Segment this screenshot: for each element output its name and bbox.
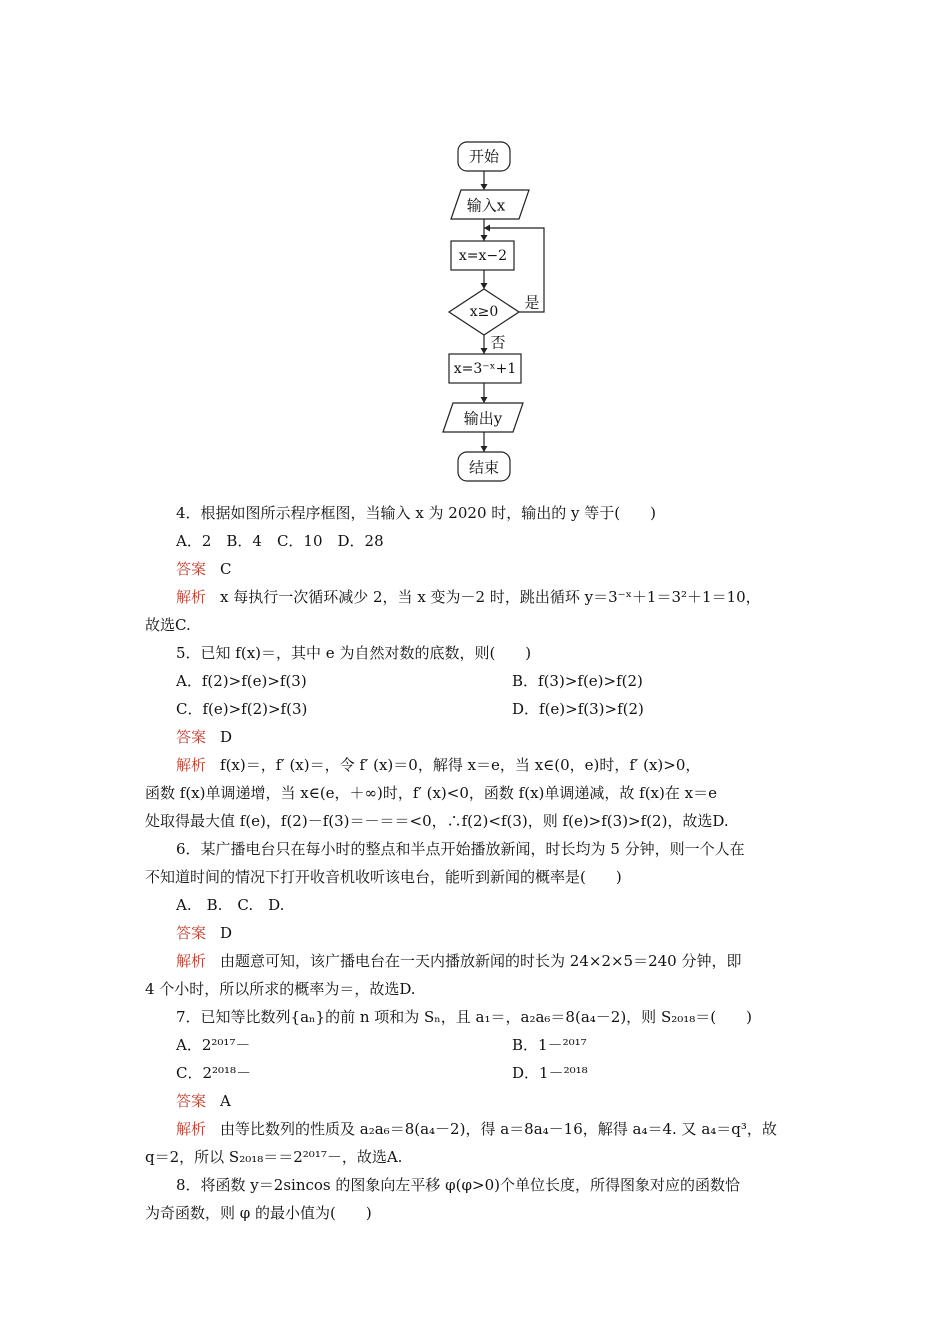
q8-question-line2: 为奇函数，则 φ 的最小值为( ) bbox=[145, 1204, 372, 1222]
q6-question-line1: 6．某广播电台只在每小时的整点和半点开始播放新闻，时长均为 5 分钟，则一个人在 bbox=[176, 840, 745, 858]
q5-analysis-line1 bbox=[176, 754, 836, 776]
q6-analysis-line1 bbox=[176, 950, 836, 972]
q5-answer bbox=[176, 726, 836, 748]
flow-start-label: 开始 bbox=[468, 147, 500, 166]
q8-question-line1: 8．将函数 y＝2sincos 的图象向左平移 φ(φ>0)个单位长度，所得图象对应的函数恰 bbox=[176, 1176, 740, 1194]
program-flowchart bbox=[425, 125, 560, 497]
analysis-tag: 解析 bbox=[176, 588, 207, 606]
analysis-tag: 解析 bbox=[176, 756, 207, 774]
q5-question: 5．已知 f(x)＝，其中 e 为自然对数的底数，则( ) bbox=[176, 644, 532, 662]
q4-answer bbox=[176, 558, 836, 580]
q7-option-c: C．2²⁰¹⁸－ bbox=[176, 1064, 252, 1082]
analysis-text: f(x)＝，f′ (x)＝，令 f′ (x)＝0，解得 x＝e，当 x∈(0，e)时，f′ (x)>0， bbox=[220, 756, 701, 774]
q7-option-a: A．2²⁰¹⁷－ bbox=[176, 1036, 251, 1054]
q5-analysis-line2: 函数 f(x)单调递增，当 x∈(e，＋∞)时，f′ (x)<0，函数 f(x)单调递减，故 f(x)在 x＝e bbox=[145, 784, 717, 802]
answer-value: A bbox=[220, 1092, 231, 1110]
analysis-text: 由等比数列的性质及 a₂a₆＝8(a₄－2)，得 a＝8a₄－16，解得 a₄＝4. 又 a₄＝q³，故 bbox=[220, 1120, 777, 1138]
flow-yes-label: 是 bbox=[524, 293, 540, 312]
q6-question-line2: 不知道时间的情况下打开收音机收听该电台，能听到新闻的概率是( ) bbox=[145, 868, 622, 886]
q4-analysis-line2: 故选C. bbox=[145, 616, 191, 634]
q6-analysis-line2: 4 个小时，所以所求的概率为＝，故选D. bbox=[145, 980, 416, 998]
analysis-text: 由题意可知，该广播电台在一天内播放新闻的时长为 24×2×5＝240 分钟，即 bbox=[220, 952, 742, 970]
flow-end-label: 结束 bbox=[468, 458, 500, 477]
answer-tag: 答案 bbox=[176, 1092, 207, 1110]
q5-option-c: C．f(e)>f(2)>f(3) bbox=[176, 700, 308, 718]
flow-no-label: 否 bbox=[490, 333, 506, 352]
q4-question: 4．根据如图所示程序框图，当输入 x 为 2020 时，输出的 y 等于( ) bbox=[176, 504, 656, 522]
q4-analysis-line1 bbox=[176, 586, 836, 608]
q5-option-b: B．f(3)>f(e)>f(2) bbox=[512, 672, 643, 690]
q7-answer bbox=[176, 1090, 836, 1112]
flow-formula-label: x=3⁻ˣ+1 bbox=[453, 361, 517, 377]
flow-output-label: 输出y bbox=[463, 409, 503, 428]
q5-option-d: D．f(e)>f(3)>f(2) bbox=[512, 700, 644, 718]
answer-value: D bbox=[220, 728, 233, 746]
q5-analysis-line3: 处取得最大值 f(e)，f(2)－f(3)＝－＝＝<0，∴f(2)<f(3)，则 f(e)>f(3)>f(2)，故选D. bbox=[145, 812, 729, 830]
answer-value: D bbox=[220, 924, 233, 942]
flow-condition-label: x≥0 bbox=[469, 304, 499, 320]
q7-question: 7．已知等比数列{aₙ}的前 n 项和为 Sₙ，且 a₁＝，a₂a₆＝8(a₄－2)，则 S₂₀₁₈＝( ) bbox=[176, 1008, 752, 1026]
flow-input-label: 输入x bbox=[466, 196, 506, 215]
flow-assign-label: x=x−2 bbox=[458, 248, 508, 264]
answer-tag: 答案 bbox=[176, 728, 207, 746]
analysis-tag: 解析 bbox=[176, 1120, 207, 1138]
q7-option-d: D．1－²⁰¹⁸ bbox=[512, 1064, 588, 1082]
q4-options: A．2 B．4 C．10 D．28 bbox=[176, 532, 384, 550]
q7-analysis-line2: q＝2，所以 S₂₀₁₈＝＝2²⁰¹⁷－，故选A. bbox=[145, 1148, 403, 1166]
q5-option-a: A．f(2)>f(e)>f(3) bbox=[176, 672, 307, 690]
answer-value: C bbox=[220, 560, 232, 578]
q6-options: A. B. C. D. bbox=[176, 896, 285, 914]
q7-option-b: B．1－²⁰¹⁷ bbox=[512, 1036, 587, 1054]
analysis-tag: 解析 bbox=[176, 952, 207, 970]
analysis-text: x 每执行一次循环减少 2，当 x 变为－2 时，跳出循环 y＝3⁻ˣ＋1＝3²＋1＝10， bbox=[220, 588, 761, 606]
q7-analysis-line1 bbox=[176, 1118, 836, 1140]
answer-tag: 答案 bbox=[176, 924, 207, 942]
answer-tag: 答案 bbox=[176, 560, 207, 578]
q6-answer bbox=[176, 922, 836, 944]
